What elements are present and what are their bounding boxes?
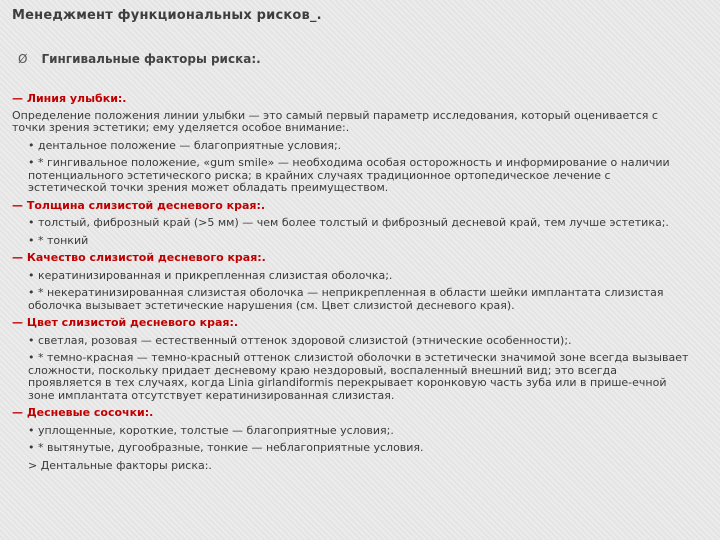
list-item: • * гингивальное положение, «gum smile» — необходима особая осторожность и информирование о наличии потенциального эстетического риска; в крайних случаях традиционное ортопедическое лечение с эстетической точки зрения может обладать преимуществом. [28, 156, 670, 194]
arrow-bullet-icon: Ø [18, 52, 28, 66]
section-heading-mucosa-color: — Цвет слизистой десневого края:. [12, 316, 239, 329]
list-item: • * темно-красная — темно-красный оттенок слизистой оболочки в эстетически значимой зоне всегда вызывает сложности, поскольку придает десневому краю нездоровый, воспаленный внешний вид; это всегда проявляется в тех случаях, когда Linia girlandiformis перекрывает коронковую часть зуба или в прише-ечной зоне имплантата отсутствует кератинизированная слизистая. [28, 351, 689, 402]
list-item: • кератинизированная и прикрепленная слизистая оболочка;. [28, 268, 393, 282]
list-item: > Дентальные факторы риска:. [28, 458, 212, 472]
list-item: • * некератинизированная слизистая оболочка — неприкрепленная в области шейки имплантата слизистая оболочка вызывает эстетические нарушения (см. Цвет слизистой десневого края). [28, 286, 664, 312]
list-item: • * вытянутые, дугообразные, тонкие — неблагоприятные условия. [28, 441, 424, 454]
section-heading-papillae: — Десневые сосочки:. [12, 406, 154, 419]
subheading [18, 52, 261, 66]
list-item: • * тонкий [28, 233, 89, 247]
page-title: Менеджмент функциональных рисков_. [12, 8, 322, 23]
list-item: • уплощенные, короткие, толстые — благоприятные условия;. [28, 423, 394, 437]
section-heading-smile-line: — Линия улыбки:. [12, 92, 127, 105]
section-paragraph: Определение положения линии улыбки — это самый первый параметр исследования, который оценивается с точки зрения эстетики; ему уделяется особое внимание:. [12, 108, 658, 134]
section-heading-mucosa-thickness: — Толщина слизистой десневого края:. [12, 198, 266, 212]
list-item: • дентальное положение — благоприятные условия;. [28, 138, 342, 152]
section-heading-mucosa-quality: — Качество слизистой десневого края:. [12, 251, 266, 264]
list-item: • светлая, розовая — естественный оттенок здоровой слизистой (этнические особенности);. [28, 333, 572, 347]
content-body [12, 93, 692, 472]
subheading-text: Гингивальные факторы риска:. [41, 52, 261, 66]
list-item: • толстый, фиброзный край (>5 мм) — чем более толстый и фиброзный десневой край, тем лучше эстетика;. [28, 216, 669, 229]
